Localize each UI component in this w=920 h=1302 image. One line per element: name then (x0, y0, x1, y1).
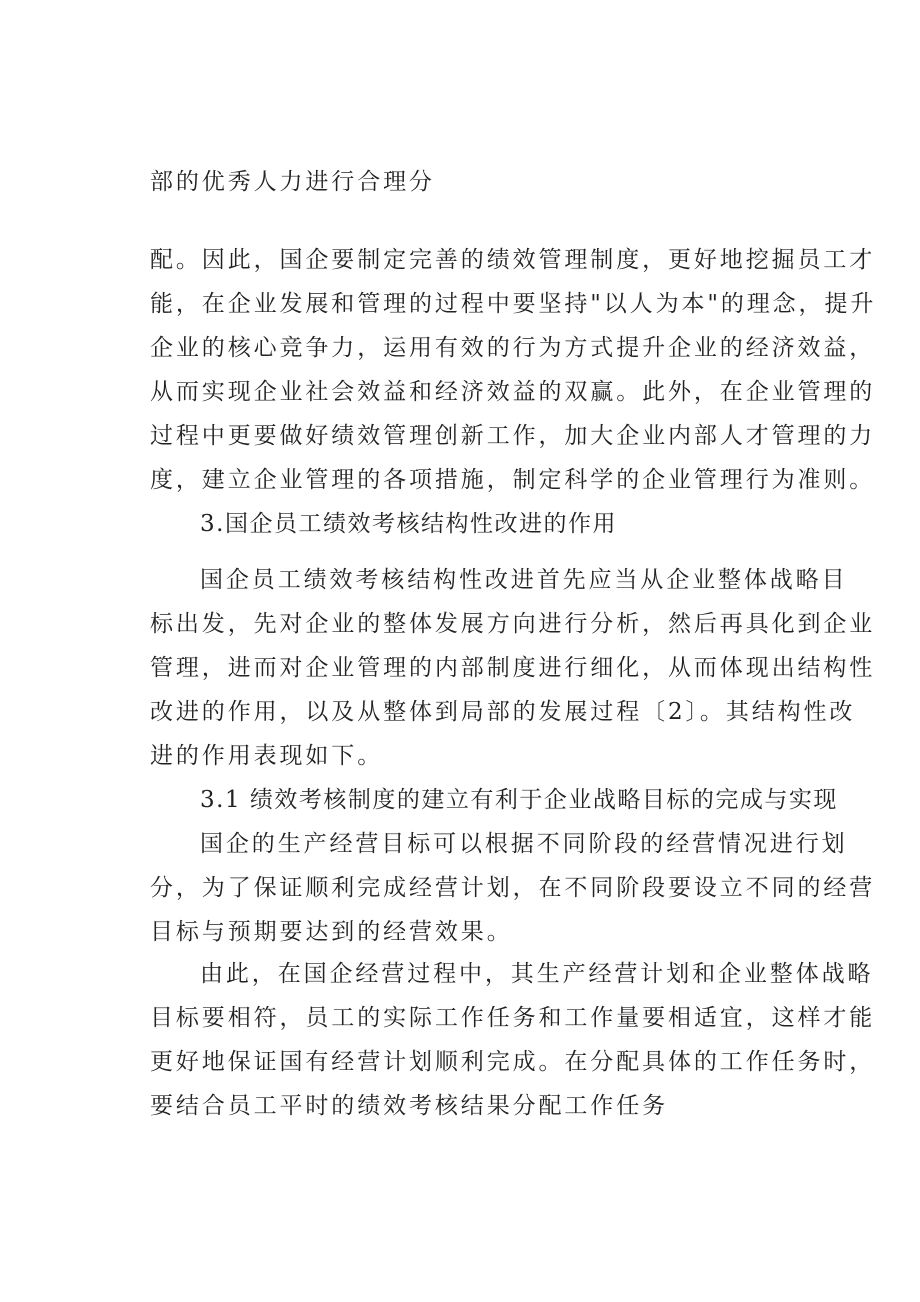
paragraph-line: 改进的作用，以及从整体到局部的发展过程〔2〕。其结构性改 (150, 699, 856, 725)
section-heading-3-1: 3.1 绩效考核制度的建立有利于企业战略目标的完成与实现 (200, 787, 838, 813)
paragraph-line: 标出发，先对企业的整体发展方向进行分析，然后再具化到企业 (150, 611, 876, 637)
paragraph-line: 国企的生产经营目标可以根据不同阶段的经营情况进行划 (200, 831, 848, 857)
paragraph-line: 要结合员工平时的绩效考核结果分配工作任务 (150, 1093, 668, 1119)
paragraph-line: 由此，在国企经营过程中，其生产经营计划和企业整体战略 (200, 961, 874, 987)
paragraph-line: 目标要相符，员工的实际工作任务和工作量要相适宜，这样才能 (150, 1005, 876, 1031)
paragraph-line: 从而实现企业社会效益和经济效益的双赢。此外，在企业管理的 (150, 379, 876, 405)
paragraph-line: 更好地保证国有经营计划顺利完成。在分配具体的工作任务时， (150, 1049, 876, 1075)
paragraph-line: 国企员工绩效考核结构性改进首先应当从企业整体战略目 (200, 567, 848, 593)
paragraph-line: 配。因此，国企要制定完善的绩效管理制度，更好地挖掘员工才 (150, 247, 876, 273)
paragraph-line: 进的作用表现如下。 (150, 743, 384, 769)
paragraph-line: 过程中更要做好绩效管理创新工作，加大企业内部人才管理的力 (150, 423, 876, 449)
fragment-line: 部的优秀人力进行合理分 (150, 169, 435, 195)
paragraph-line: 能，在企业发展和管理的过程中要坚持"以人为本"的理念，提升 (150, 291, 877, 317)
section-heading-3: 3.国企员工绩效考核结构性改进的作用 (200, 511, 617, 537)
paragraph-line: 分，为了保证顺利完成经营计划，在不同阶段要设立不同的经营 (150, 875, 876, 901)
paragraph-line: 度，建立企业管理的各项措施，制定科学的企业管理行为准则。 (150, 467, 876, 493)
paragraph-line: 企业的核心竞争力，运用有效的行为方式提升企业的经济效益， (150, 335, 876, 361)
paragraph-line: 管理，进而对企业管理的内部制度进行细化，从而体现出结构性 (150, 655, 876, 681)
paragraph-line: 目标与预期要达到的经营效果。 (150, 919, 513, 945)
